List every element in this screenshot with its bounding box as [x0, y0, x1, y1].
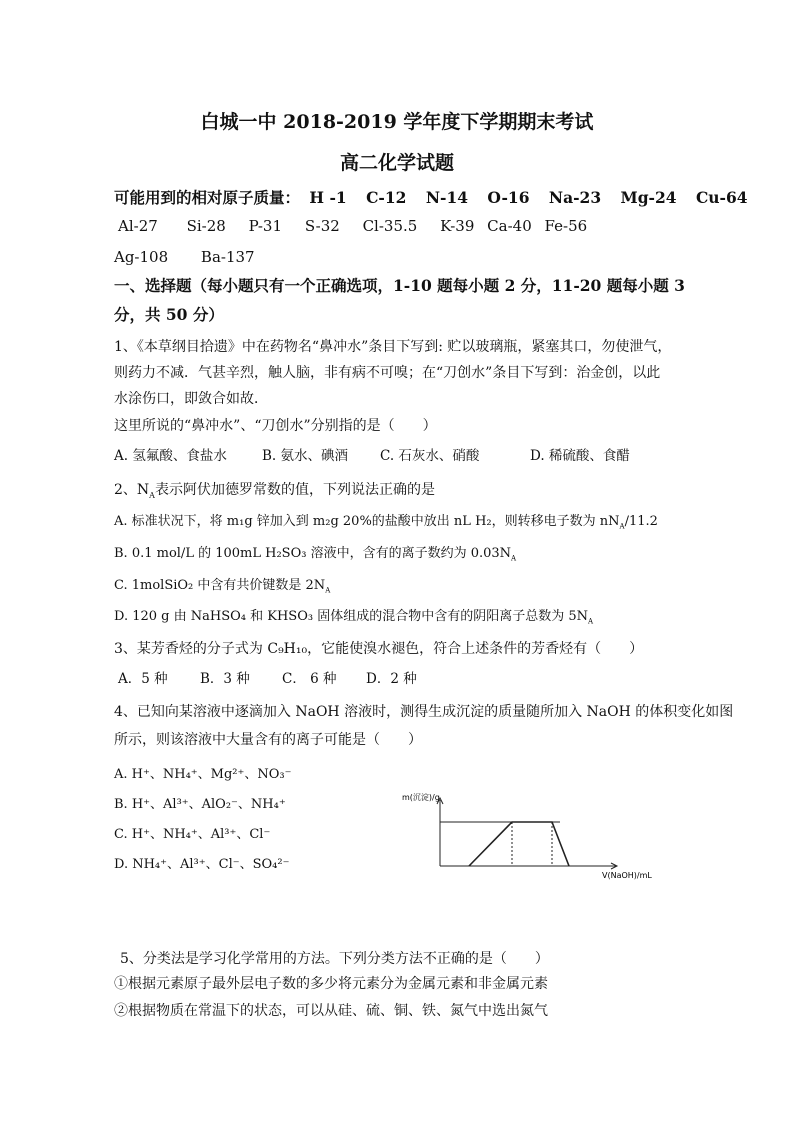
- q2-stem-sub: A: [149, 490, 155, 500]
- atomic-mass: Cu-64: [695, 188, 748, 207]
- atomic-mass: Mg-24: [620, 188, 677, 207]
- q4-option-a: A. H⁺、NH₄⁺、Mg²⁺、NO₃⁻: [114, 767, 292, 782]
- q1-line: 则药力不减．气甚辛烈，触人脑，非有病不可嗅；在“刀创水”条目下写到：治金创，以此: [114, 365, 661, 381]
- exam-title: 白城一中 2018-2019 学年度下学期期末考试: [200, 111, 594, 133]
- q4-option-b: B. H⁺、Al³⁺、AlO₂⁻、NH₄⁺: [114, 797, 286, 812]
- q2-stem-rest: 表示阿伏加德罗常数的值，下列说法正确的是: [154, 482, 435, 498]
- q1-option-b: B. 氨水、碘酒: [262, 448, 349, 464]
- atomic-mass: N-14: [425, 188, 469, 207]
- q2-option-b-text: B. 0.1 mol/L 的 100mL H₂SO₃ 溶液中，含有的离子数约为 0.03N: [114, 546, 512, 561]
- q2-option-a-text: A. 标准状况下，将 m₁g 锌加入到 m₂g 20%的盐酸中放出 nL H₂，则转移电子数为 nN: [114, 514, 620, 529]
- q2-option-d-text: D. 120 g 由 NaHSO₄ 和 KHSO₃ 固体组成的混合物中含有的阴阳离子总数为 5N: [114, 609, 588, 624]
- q1-option-c: C. 石灰水、硝酸: [380, 448, 480, 464]
- atomic-mass: Si-28: [186, 217, 226, 235]
- atomic-mass: Fe-56: [544, 217, 588, 235]
- q1-line: 水涂伤口，即敛合如故．: [114, 391, 268, 407]
- q5-statement-2: ②根据物质在常温下的状态，可以从硅、硫、铜、铁、氮气中选出氮气: [114, 1003, 548, 1019]
- q4-precipitate-graph: [390, 790, 670, 885]
- atomic-mass: K-39: [440, 217, 475, 235]
- graph-x-label: V(NaOH)/mL: [602, 871, 652, 880]
- q3-option-a: A．5 种: [118, 671, 168, 687]
- q2-option-d: [114, 605, 593, 626]
- q1-prompt: 这里所说的“鼻冲水”、“刀创水”分别指的是（ ）: [114, 418, 437, 434]
- q2-stem-text: 2、N: [114, 482, 150, 498]
- atomic-mass-label: 可能用到的相对原子质量：: [114, 188, 301, 207]
- graph-y-label: m(沉淀)/g: [402, 793, 440, 802]
- q1-option-d: D. 稀硫酸、食醋: [530, 448, 630, 464]
- atomic-mass: Cl-35.5: [362, 217, 418, 235]
- atomic-mass: P-31: [248, 217, 283, 235]
- q2-option-a-sub: A: [619, 522, 625, 531]
- atomic-mass: Ba-137: [200, 248, 255, 266]
- q2-option-c: [114, 574, 330, 595]
- q4-line: 4、已知向某溶液中逐滴加入 NaOH 溶液时，测得生成沉淀的质量随所加入 NaOH 的体积变化如图: [114, 704, 734, 720]
- atomic-mass: Ag-108: [114, 248, 169, 266]
- atomic-mass: H -1: [309, 188, 347, 207]
- q3-option-b: B．3 种: [200, 671, 250, 687]
- q5-stem: 5、分类法是学习化学常用的方法。下列分类方法不正确的是（ ）: [120, 951, 549, 967]
- q1-option-a: A. 氢氟酸、食盐水: [114, 448, 227, 464]
- section-heading: 一、选择题（每小题只有一个正确选项，1-10 题每小题 2 分，11-20 题每小题 3: [114, 276, 685, 295]
- atomic-mass: Na-23: [548, 188, 602, 207]
- q2-option-c-sub: A: [325, 586, 331, 595]
- graph-x-axis: [440, 863, 617, 869]
- q2-option-d-sub: A: [588, 617, 594, 626]
- q3-stem: 3、某芳香烃的分子式为 C₉H₁₀，它能使溴水褪色，符合上述条件的芳香烃有（ ）: [114, 641, 644, 657]
- atomic-mass: S-32: [304, 217, 340, 235]
- atomic-mass-row-3: [114, 248, 269, 266]
- q2-option-b: [114, 542, 516, 563]
- section-heading-cont: 分，共 50 分）: [114, 305, 224, 324]
- q3-option-c: C． 6 种: [282, 671, 337, 687]
- q3-option-d: D．2 种: [366, 671, 417, 687]
- exam-subtitle: 高二化学试题: [339, 152, 454, 174]
- graph-y-axis: [437, 798, 443, 866]
- graph-curve: [469, 822, 569, 866]
- q2-option-a: [114, 510, 658, 531]
- q1-line: 1、《本草纲目拾遗》中在药物名“鼻冲水”条目下写到: 贮以玻璃瓶，紧塞其口，勿使泄气，: [114, 339, 672, 355]
- q4-option-c: C. H⁺、NH₄⁺、Al³⁺、Cl⁻: [114, 827, 271, 842]
- q2-option-b-sub: A: [511, 554, 517, 563]
- atomic-mass-row-1: [114, 186, 762, 208]
- q2-option-c-text: C. 1molSiO₂ 中含有共价键数是 2N: [114, 578, 326, 593]
- atomic-mass: Ca-40: [487, 217, 532, 235]
- q4-option-d: D. NH₄⁺、Al³⁺、Cl⁻、SO₄²⁻: [114, 857, 290, 872]
- q5-statement-1: ①根据元素原子最外层电子数的多少将元素分为金属元素和非金属元素: [114, 976, 548, 992]
- atomic-mass: Al-27: [118, 217, 158, 235]
- atomic-mass: O-16: [487, 188, 530, 207]
- q2-stem: [114, 479, 435, 500]
- atomic-mass: C-12: [366, 188, 407, 207]
- atomic-mass-row-2: [118, 217, 601, 235]
- q2-option-a-end: /11.2: [624, 514, 658, 529]
- q4-line: 所示，则该溶液中大量含有的离子可能是（ ）: [114, 732, 422, 748]
